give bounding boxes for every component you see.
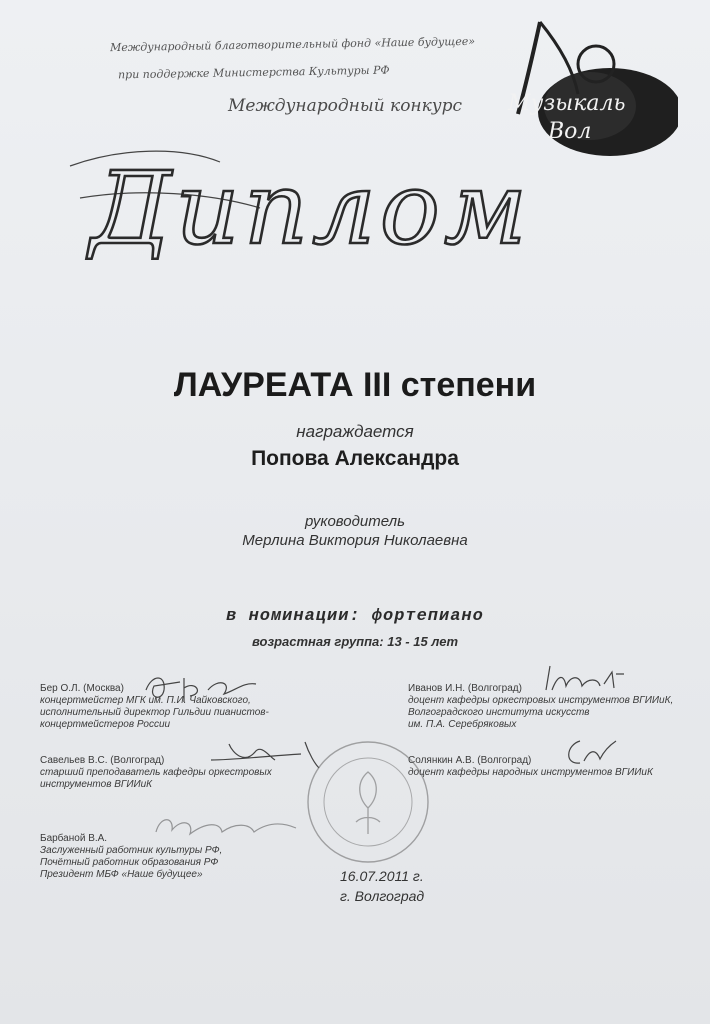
jury-name: Бер О.Л. (Москва) — [40, 683, 124, 694]
laureate-degree: ЛАУРЕАТА III степени — [173, 366, 537, 404]
recipient-name: Попова Александра — [251, 447, 459, 470]
diploma-title-text: Диплом — [90, 150, 531, 267]
jury-name: Солянкин А.В. (Волгоград) — [408, 755, 532, 766]
signature-ber — [140, 668, 260, 708]
logo-text-bottom: Вол — [548, 119, 592, 144]
foundation-line: Международный благотворительный фонд «Наше будущее» — [109, 34, 476, 55]
age-group: возрастная группа: 13 - 15 лет — [251, 634, 459, 649]
leader-name: Мерлина Виктория Николаевна — [242, 532, 468, 549]
jury-title-line: доцент кафедры народных инструментов ВГИИиК — [408, 767, 653, 778]
jury-title-line: Волгоградского института искусств — [408, 707, 590, 718]
jury-name: Барбаной В.А. — [40, 833, 108, 844]
nomination: в номинации: фортепиано — [226, 607, 484, 626]
jury-title-line: старший преподаватель кафедры оркестровых — [40, 767, 272, 778]
signature-barbanoy — [150, 808, 300, 844]
issue-date: 16.07.2011 г. — [340, 868, 424, 884]
jury-name: Иванов И.Н. (Волгоград) — [408, 683, 522, 694]
awarded-label: награждается — [296, 422, 414, 441]
jury-member — [408, 755, 698, 779]
jury-title-line: Заслуженный работник культуры РФ, — [40, 845, 223, 856]
signature-ivanov — [540, 660, 630, 700]
leader-label: руководитель — [305, 513, 405, 530]
support-line: при поддержке Министерства Культуры РФ — [117, 63, 390, 82]
jury-title-line: концертмейстеров России — [40, 719, 171, 730]
jury-title-line: Почётный работник образования РФ — [40, 857, 219, 868]
logo-text-top: Музыкаль — [508, 91, 626, 116]
diploma-title — [60, 138, 650, 268]
contest-line: Международный конкурс — [228, 96, 463, 116]
jury-title-line: инструментов ВГИИиК — [40, 779, 153, 790]
jury-title-line: концертмейстер МГК им. П.И. Чайковского, — [40, 695, 251, 706]
jury-title-line: Президент МБФ «Наше будущее» — [40, 869, 203, 880]
issue-city: г. Волгоград — [340, 888, 425, 904]
jury-name: Савельев В.С. (Волгоград) — [40, 755, 165, 766]
jury-title-line: им. П.А. Серебряковых — [408, 719, 517, 730]
jury-title-line: доцент кафедры оркестровых инструментов ВГИИиК, — [408, 695, 674, 706]
jury-title-line: исполнительный директор Гильдии пианистов- — [40, 707, 269, 718]
signature-solyankin — [560, 735, 620, 771]
organization-seal — [298, 738, 438, 868]
